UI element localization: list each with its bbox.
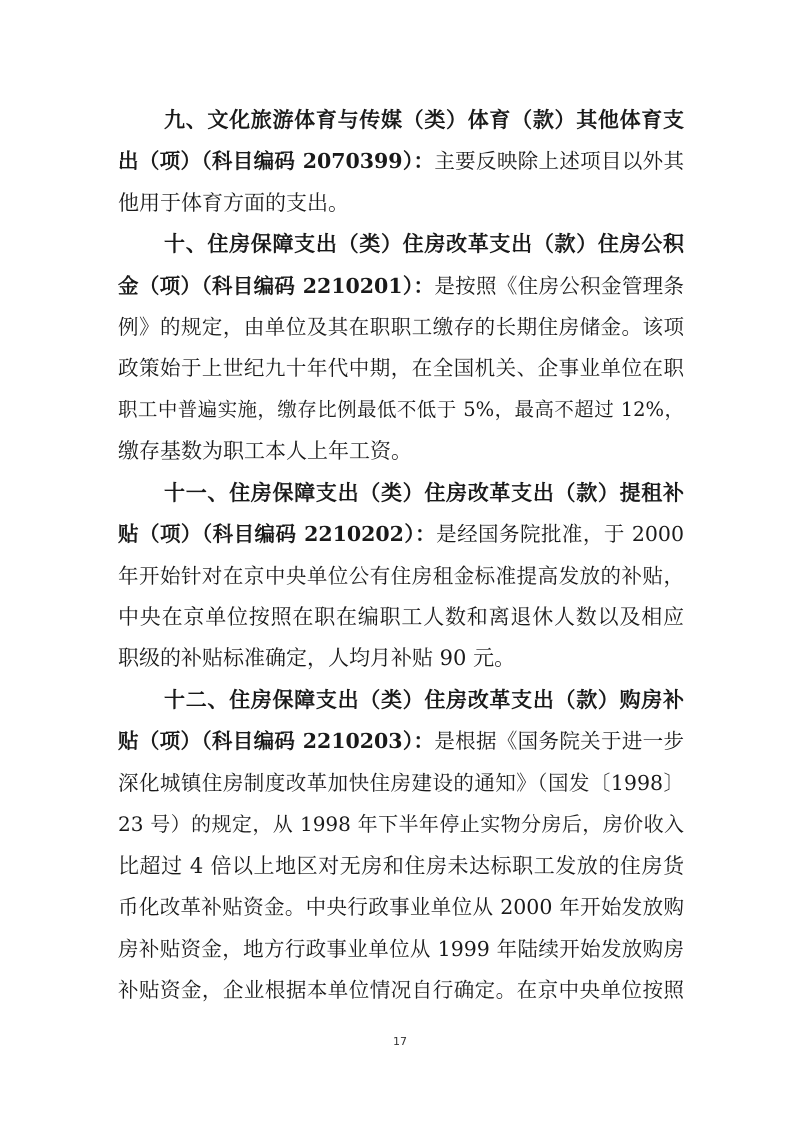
body-text: 比超过 4 倍以上地区对无房和住房未达标职工发放的住房货 <box>118 854 684 878</box>
heading-text: 十二、住房保障支出（类）住房改革支出（款）购房补 <box>164 687 684 712</box>
paragraph-2-line-3 <box>118 312 684 342</box>
paragraph-2-line-6 <box>118 436 684 466</box>
heading-text: 十一、住房保障支出（类）住房改革支出（款）提租补 <box>164 480 684 505</box>
body-text: 职级的补贴标准确定，人均月补贴 90 元。 <box>118 646 516 670</box>
heading-text: 十、住房保障支出（类）住房改革支出（款）住房公积 <box>164 231 684 256</box>
heading-text: 九、文化旅游体育与传媒（类）体育（款）其他体育支 <box>164 107 684 132</box>
paragraph-4-line-2 <box>118 726 684 756</box>
body-text: 深化城镇住房制度改革加快住房建设的通知》（国发〔1998〕 <box>118 771 684 795</box>
body-text: 是按照《住房公积金管理条 <box>434 274 685 298</box>
paragraph-3-line-2 <box>118 519 684 549</box>
body-text: 币化改革补贴资金。中央行政事业单位从 2000 年开始发放购 <box>118 895 684 919</box>
body-text: 年开始针对在京中央单位公有住房租金标准提高发放的补贴， <box>118 564 684 588</box>
heading-text: 贴（项）（科目编码 2210202）： <box>118 522 437 546</box>
page-number: 17 <box>393 1035 407 1048</box>
body-text: 是经国务院批准，于 2000 <box>436 522 685 546</box>
body-text: 房补贴资金，地方行政事业单位从 1999 年陆续开始发放购房 <box>118 937 684 961</box>
body-text: 补贴资金，企业根据本单位情况自行确定。在京中央单位按照 <box>118 978 684 1002</box>
paragraph-1-line-3 <box>118 188 684 218</box>
body-text: 例》的规定，由单位及其在职职工缴存的长期住房储金。该项 <box>118 315 684 339</box>
paragraph-4-line-1 <box>164 685 684 715</box>
paragraph-4-line-7 <box>118 934 684 964</box>
body-text: 23 号）的规定，从 1998 年下半年停止实物分房后，房价收入 <box>118 812 684 836</box>
body-text: 职工中普遍实施，缴存比例最低不低于 5%，最高不超过 12%， <box>118 398 684 421</box>
body-text: 他用于体育方面的支出。 <box>118 191 349 215</box>
paragraph-1-line-2 <box>118 146 684 176</box>
body-text: 中央在京单位按照在职在编职工人数和离退休人数以及相应 <box>118 605 684 629</box>
body-text: 是根据《国务院关于进一步 <box>434 729 685 753</box>
body-text: 主要反映除上述项目以外其 <box>434 149 685 173</box>
paragraph-3-line-1 <box>164 478 684 508</box>
paragraph-2-line-4 <box>118 353 684 383</box>
heading-text: 金（项）（科目编码 2210201）： <box>118 274 435 298</box>
paragraph-3-line-3 <box>118 561 684 591</box>
paragraph-2-line-1 <box>164 229 684 259</box>
paragraph-3-line-4 <box>118 602 684 632</box>
heading-text: 出（项）（科目编码 2070399）： <box>118 149 435 173</box>
paragraph-4-line-4 <box>118 809 684 839</box>
paragraph-4-line-6 <box>118 892 684 922</box>
paragraph-2-line-2 <box>118 271 684 301</box>
paragraph-4-line-5 <box>118 851 684 881</box>
paragraph-1-line-1 <box>164 105 684 135</box>
paragraph-4-line-3 <box>118 768 684 798</box>
body-text: 政策始于上世纪九十年代中期，在全国机关、企事业单位在职 <box>118 356 684 380</box>
paragraph-3-line-5 <box>118 643 684 673</box>
paragraph-4-line-8 <box>118 975 684 1005</box>
body-text: 缴存基数为职工本人上年工资。 <box>118 439 412 463</box>
paragraph-2-line-5 <box>118 395 684 425</box>
heading-text: 贴（项）（科目编码 2210203）： <box>118 729 435 753</box>
